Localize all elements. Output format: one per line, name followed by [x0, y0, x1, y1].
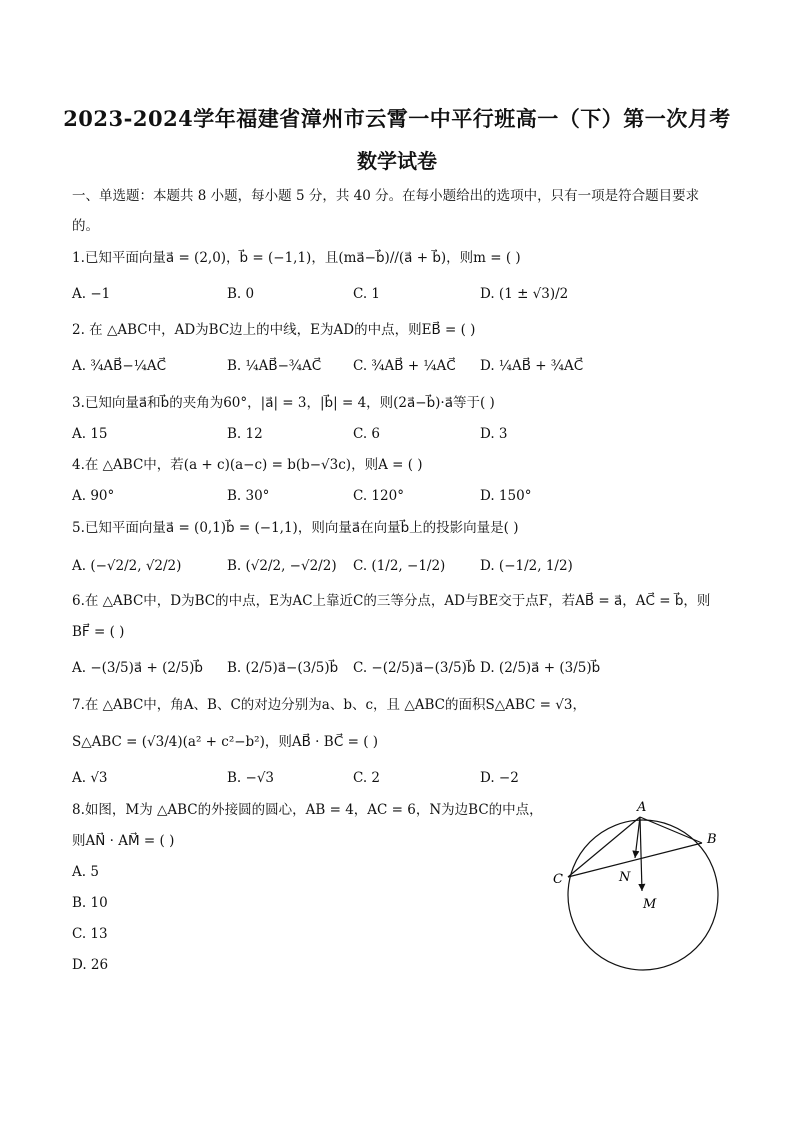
vector-am: [640, 817, 642, 891]
question-6: 6.在 △ABC中，D为BC的中点，E为AC上靠近C的三等分点，AD与BE交于点F，若AB⃗ = a⃗，AC⃗ = b⃗，则: [72, 593, 711, 609]
q7-option-c: C. 2: [353, 770, 381, 786]
q2-option-b: B. ¼AB⃗−¾AC⃗: [227, 358, 322, 374]
question-8-cont: 则AN⃗ · AM⃗ = ( ): [72, 833, 175, 849]
question-2: 2. 在 △ABC中，AD为BC边上的中线，E为AD的中点，则EB⃗ = ( ): [72, 322, 476, 338]
q3-option-c: C. 6: [353, 426, 381, 442]
q6-option-b: B. (2/5)a⃗−(3/5)b⃗: [227, 660, 339, 676]
section-heading: 一、单选题：本题共 8 小题，每小题 5 分，共 40 分。在每小题给出的选项中，只有一项是符合题目要求: [72, 188, 700, 204]
q6-option-a: A. −(3/5)a⃗ + (2/5)b⃗: [72, 660, 203, 676]
q4-option-c: C. 120°: [353, 488, 404, 504]
q8-option-c: C. 13: [72, 926, 108, 942]
q1-option-a: A. −1: [72, 286, 111, 302]
q5-option-b: B. (√2/2, −√2/2): [227, 558, 337, 574]
question-7: 7.在 △ABC中，角A、B、C的对边分别为a、b、c，且 △ABC的面积S△ABC = √3，: [72, 697, 586, 713]
vector-an: [635, 817, 640, 858]
q8-option-a: A. 5: [72, 864, 99, 880]
exam-title: 2023-2024学年福建省漳州市云霄一中平行班高一（下）第一次月考: [63, 106, 731, 131]
circumcircle-figure: [540, 795, 740, 975]
question-4: 4.在 △ABC中，若(a + c)(a−c) = b(b−√3c)，则A = ( ): [72, 457, 423, 473]
label-c: C: [553, 872, 563, 887]
q8-option-d: D. 26: [72, 957, 109, 973]
label-n: N: [619, 870, 631, 885]
q2-option-c: C. ¾AB⃗ + ¼AC⃗: [353, 358, 456, 374]
q6-option-c: C. −(2/5)a⃗−(3/5)b⃗: [353, 660, 476, 676]
q6-option-d: D. (2/5)a⃗ + (3/5)b⃗: [480, 660, 601, 676]
q7-option-a: A. √3: [72, 770, 108, 786]
q4-option-d: D. 150°: [480, 488, 532, 504]
q3-option-d: D. 3: [480, 426, 508, 442]
q3-option-a: A. 15: [72, 426, 108, 442]
section-heading-cont: 的。: [72, 218, 99, 234]
q5-option-a: A. (−√2/2, √2/2): [72, 558, 182, 574]
question-8: 8.如图，M为 △ABC的外接圆的圆心，AB = 4，AC = 6，N为边BC的中点，: [72, 802, 543, 818]
q1-option-c: C. 1: [353, 286, 381, 302]
label-b: B: [707, 832, 717, 847]
q4-option-a: A. 90°: [72, 488, 115, 504]
question-3: 3.已知向量a⃗和b⃗的夹角为60°，|a⃗| = 3，|b⃗| = 4，则(2a⃗−b⃗)·a⃗等于( ): [72, 395, 495, 411]
question-1: 1.已知平面向量a⃗ = (2,0)，b⃗ = (−1,1)，且(ma⃗−b⃗)//(a⃗ + b⃗)，则m = ( ): [72, 250, 521, 266]
label-a: A: [637, 800, 647, 815]
q4-option-b: B. 30°: [227, 488, 270, 504]
question-6-cont: BF⃗ = ( ): [72, 624, 125, 640]
question-7-cont: S△ABC = (√3/4)(a² + c²−b²)，则AB⃗ · BC⃗ = ( ): [72, 734, 379, 750]
q8-option-b: B. 10: [72, 895, 108, 911]
side-ab: [640, 817, 702, 843]
q5-option-d: D. (−1/2, 1/2): [480, 558, 573, 574]
q3-option-b: B. 12: [227, 426, 263, 442]
q2-option-d: D. ¼AB⃗ + ¾AC⃗: [480, 358, 584, 374]
q7-option-d: D. −2: [480, 770, 519, 786]
q1-option-b: B. 0: [227, 286, 255, 302]
exam-subtitle: 数学试卷: [357, 149, 437, 173]
circumcircle: [568, 820, 718, 970]
q5-option-c: C. (1/2, −1/2): [353, 558, 446, 574]
question-5: 5.已知平面向量a⃗ = (0,1)b⃗ = (−1,1)，则向量a⃗在向量b⃗上的投影向量是( ): [72, 520, 519, 536]
q2-option-a: A. ¾AB⃗−¼AC⃗: [72, 358, 166, 374]
q1-option-d: D. (1 ± √3)/2: [480, 286, 569, 302]
label-m: M: [643, 897, 657, 912]
q7-option-b: B. −√3: [227, 770, 275, 786]
